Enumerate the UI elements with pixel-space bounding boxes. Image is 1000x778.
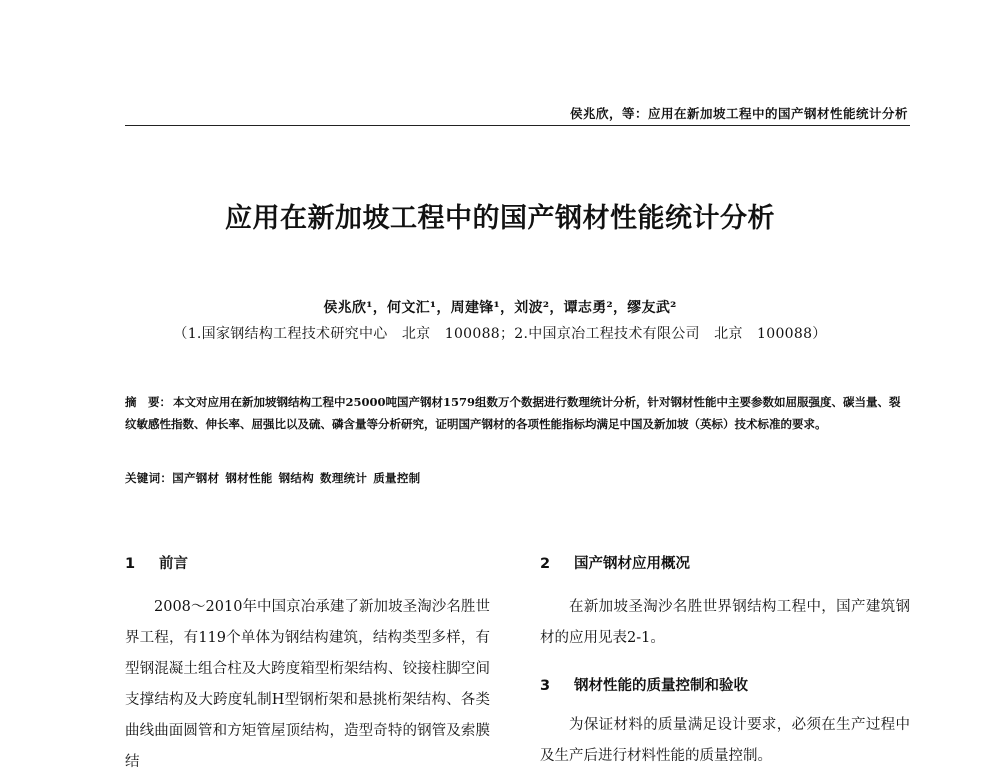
- keyword-list: [172, 471, 426, 485]
- abstract-text: 本文对应用在新加坡钢结构工程中25000吨国产钢材1579组数万个数据进行数理统计分析，针对钢材性能中主要参数如屈服强度、碳当量、裂纹敏感性指数、伸长率、屈强比以及硫、磷含量等分析研究，证明国产钢材的各项性能指标均满足中国及新加坡（英标）技术标准的要求。: [125, 395, 901, 431]
- section-paragraph: 2008～2010年中国京冶承建了新加坡圣淘沙名胜世界工程，有119个单体为钢结构建筑，结构类型多样，有型钢混凝土组合柱及大跨度箱型桁架结构、铰接柱脚空间支撑结构及大跨度轧制H型钢桁架和悬挑桁架结构、各类曲线曲面圆管和方矩管屋顶结构，造型奇特的钢管及索膜结: [125, 599, 490, 770]
- section-title: 国产钢材应用概况: [574, 556, 690, 572]
- keyword: 钢材性能: [225, 471, 273, 485]
- section-paragraph: 在新加坡圣淘沙名胜世界钢结构工程中，国产建筑钢材的应用见表2-1。: [540, 599, 910, 646]
- header-rule: [125, 125, 910, 126]
- section-heading: [125, 552, 490, 574]
- right-column: [540, 552, 910, 772]
- section-paragraph: 为保证材料的质量满足设计要求，必须在生产过程中及生产后进行材料性能的质量控制。: [540, 717, 910, 764]
- paper-title: 应用在新加坡工程中的国产钢材性能统计分析: [225, 203, 775, 234]
- author-list: 侯兆欣¹，何文汇¹，周建锋¹，刘波²，谭志勇²，缪友武²: [323, 300, 677, 316]
- section-number: 2: [540, 556, 551, 572]
- keyword: 钢结构: [278, 471, 315, 485]
- section-number: 3: [540, 678, 551, 694]
- keyword: 数理统计: [320, 471, 368, 485]
- affiliation: （1.国家钢结构工程技术研究中心 北京 100088；2.中国京冶工程技术有限公司 北京 100088）: [173, 326, 827, 342]
- abstract-label: 摘 要：: [125, 395, 171, 409]
- section-number: 1: [125, 556, 136, 572]
- keyword: 质量控制: [373, 471, 421, 485]
- left-column: [125, 552, 490, 778]
- keyword: 国产钢材: [172, 471, 220, 485]
- running-header: 侯兆欣，等：应用在新加坡工程中的国产钢材性能统计分析: [569, 106, 908, 121]
- section-title: 前言: [159, 556, 188, 572]
- section-heading: [540, 552, 910, 574]
- section-heading: [540, 674, 910, 696]
- section-title: 钢材性能的质量控制和验收: [574, 678, 748, 694]
- keywords: [125, 470, 910, 486]
- abstract: [125, 392, 910, 435]
- keywords-label: 关键词：: [125, 471, 173, 485]
